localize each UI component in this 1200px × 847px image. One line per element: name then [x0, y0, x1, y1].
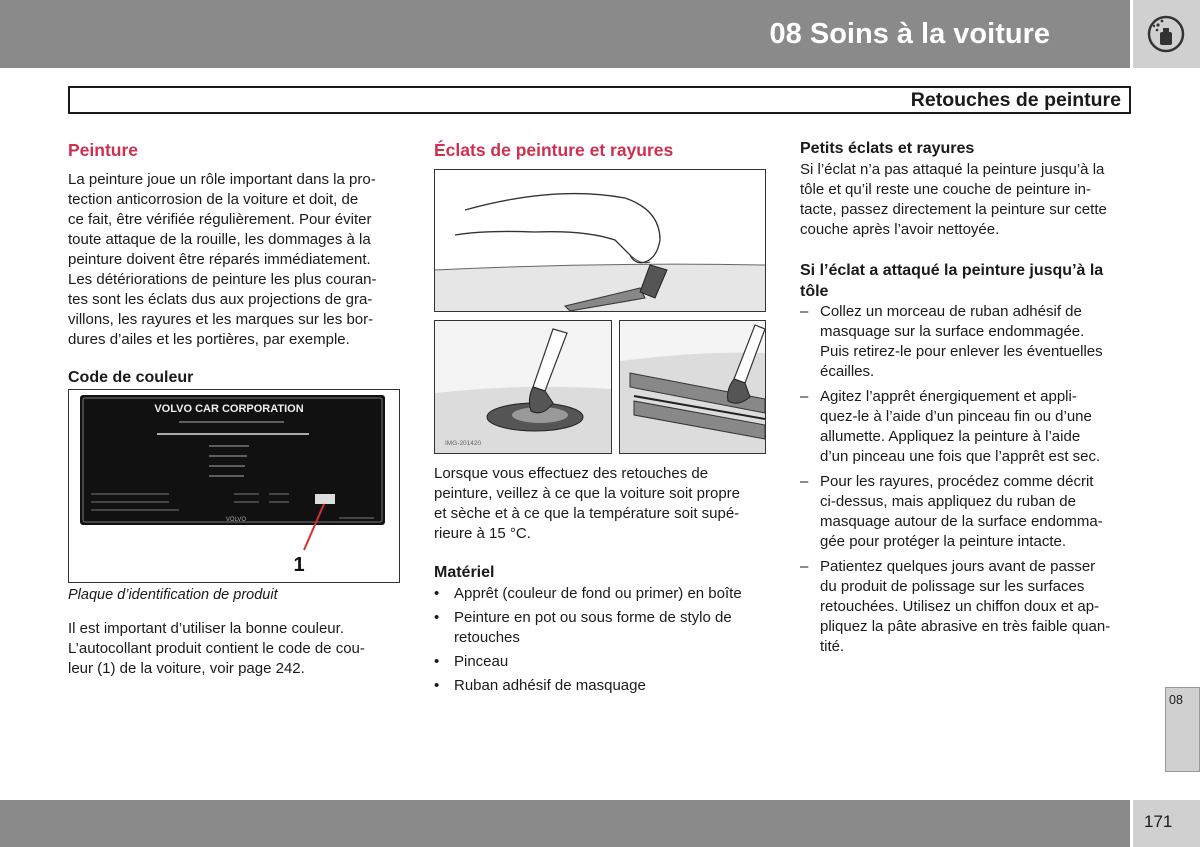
text-line: quez-le à l’aide d’un pinceau fin ou d’une	[820, 408, 1092, 425]
text-line: d’un pinceau une fois que l’apprêt est sec.	[820, 448, 1101, 465]
color-paragraph	[68, 619, 408, 679]
text-line: et sèche et à ce que la température soit supé-	[434, 505, 740, 522]
plate-brand: VOLVO CAR CORPORATION	[154, 403, 304, 415]
text-line: La peinture joue un rôle important dans la pro-	[68, 171, 376, 188]
text-line: Pinceau	[454, 653, 509, 670]
text-line: tes sont les éclats dus aux projections de gra-	[68, 291, 373, 308]
bullet-mark: •	[434, 609, 440, 626]
text-line: dures d’ailes et les portières, par exemple.	[68, 331, 350, 348]
text-line: peinture, veillez à ce que la voiture soit propre	[434, 485, 741, 502]
text-line: toute attaque de la rouille, les dommages à la	[68, 231, 371, 248]
petits-eclats-heading: Petits éclats et rayures	[800, 140, 975, 157]
text-line: Patientez quelques jours avant de passer	[820, 558, 1096, 575]
chapter-tab-label: 08	[1169, 693, 1183, 707]
petits-eclats-paragraph	[800, 160, 1140, 240]
chapter-icon-box	[1133, 0, 1200, 68]
text-line: Si l’éclat n’a pas attaqué la peinture jusqu’à la	[800, 161, 1105, 178]
peinture-heading: Peinture	[68, 140, 139, 160]
text-line: allumette. Appliquez la peinture à l’aide	[820, 428, 1081, 445]
chapter-side-tab	[1165, 687, 1200, 772]
text-line: peinture doivent être réparés immédiatement.	[68, 251, 371, 268]
dash-mark: –	[800, 473, 809, 490]
text-line: tôle et qu’il reste une couche de peinture in-	[800, 181, 1092, 198]
text-line: tité.	[820, 638, 845, 655]
text-line: Pour les rayures, procédez comme décrit	[820, 473, 1094, 490]
attaque-heading	[800, 260, 1103, 302]
list-item	[434, 608, 774, 648]
text-line: pliquez la pâte abrasive en très faible quan-	[820, 618, 1111, 635]
bullet-mark: •	[434, 585, 440, 602]
plate-logo: VOLVO	[225, 517, 247, 523]
text-line: ci-dessus, mais appliquez du ruban de	[820, 493, 1076, 510]
car-care-icon	[1133, 0, 1200, 68]
text-line: écailles.	[820, 363, 875, 380]
text-line: Il est important d’utiliser la bonne couleur.	[68, 620, 344, 637]
code-couleur-heading: Code de couleur	[68, 369, 194, 386]
page-number: 171	[1144, 812, 1173, 831]
heading-line: Si l’éclat a attaqué la peinture jusqu’à la	[800, 262, 1104, 279]
brush-scratch-illustration	[620, 321, 765, 453]
list-item	[434, 584, 774, 604]
eclats-heading: Éclats de peinture et rayures	[434, 140, 674, 160]
text-line: Les détériorations de peinture les plus couran-	[68, 271, 377, 288]
scraping-illustration	[435, 170, 765, 311]
dash-mark: –	[800, 558, 809, 575]
text-line: leur (1) de la voiture, voir page 242.	[68, 660, 305, 677]
list-item	[434, 676, 774, 696]
section-title: Retouches de peinture	[910, 89, 1121, 111]
text-line: gée pour protéger la peinture intacte.	[820, 533, 1066, 550]
list-item	[800, 472, 1140, 552]
text-line: du produit de polissage sur les surfaces	[820, 578, 1085, 595]
text-line: L’autocollant produit contient le code de cou-	[68, 640, 365, 657]
text-line: couche après l’avoir nettoyée.	[800, 221, 1000, 238]
section-title-box	[68, 86, 1131, 114]
steps-list	[800, 302, 1140, 657]
text-line: ce fait, être vérifiée régulièrement. Pour éviter	[68, 211, 372, 228]
text-line: Lorsque vous effectuez des retouches de	[434, 465, 709, 482]
text-line: Ruban adhésif de masquage	[454, 677, 646, 694]
text-line: masquage autour de la surface endomma-	[820, 513, 1103, 530]
repair-figure-top	[434, 169, 766, 312]
dash-mark: –	[800, 388, 809, 405]
repair-figure-left	[434, 320, 612, 454]
peinture-paragraph	[68, 170, 408, 350]
text-line: Collez un morceau de ruban adhésif de	[820, 303, 1082, 320]
bullet-mark: •	[434, 677, 440, 694]
bullet-mark: •	[434, 653, 440, 670]
list-item	[800, 302, 1140, 382]
text-line: tacte, passez directement la peinture sur cette	[800, 201, 1107, 218]
materiel-heading: Matériel	[434, 564, 495, 581]
list-item	[434, 652, 774, 672]
list-item	[800, 387, 1140, 467]
product-plate-illustration	[69, 390, 399, 582]
brush-chip-illustration	[435, 321, 611, 453]
dash-mark: –	[800, 303, 809, 320]
text-line: retouches	[454, 629, 520, 646]
text-line: Apprêt (couleur de fond ou primer) en boîte	[454, 585, 742, 602]
repair-figure-right	[619, 320, 766, 454]
text-line: masquage sur la surface endommagée.	[820, 323, 1085, 340]
text-line: villons, les rayures et les marques sur les bor-	[68, 311, 374, 328]
image-code: IMG-201420	[445, 440, 482, 447]
product-plate-figure	[68, 389, 400, 583]
text-line: Puis retirez-le pour enlever les éventuelles	[820, 343, 1103, 360]
color-code-field	[315, 494, 335, 504]
text-line: Agitez l’apprêt énergiquement et appli-	[820, 388, 1077, 405]
chapter-title: 08 Soins à la voiture	[769, 18, 1050, 50]
eclats-paragraph	[434, 464, 774, 544]
heading-line: tôle	[800, 283, 829, 300]
text-line: retouchées. Utilisez un chiffon doux et ap-	[820, 598, 1100, 615]
list-item	[800, 557, 1140, 657]
text-line: tection anticorrosion de la voiture et doit, de	[68, 191, 359, 208]
text-line: rieure à 15 °C.	[434, 525, 531, 542]
text-line: Peinture en pot ou sous forme de stylo de	[454, 609, 732, 626]
materiel-list	[434, 584, 774, 696]
plate-caption: Plaque d’identification de produit	[68, 587, 278, 603]
chapter-header-bar	[0, 0, 1130, 68]
callout-number: 1	[293, 554, 305, 576]
footer-bar	[0, 800, 1130, 847]
